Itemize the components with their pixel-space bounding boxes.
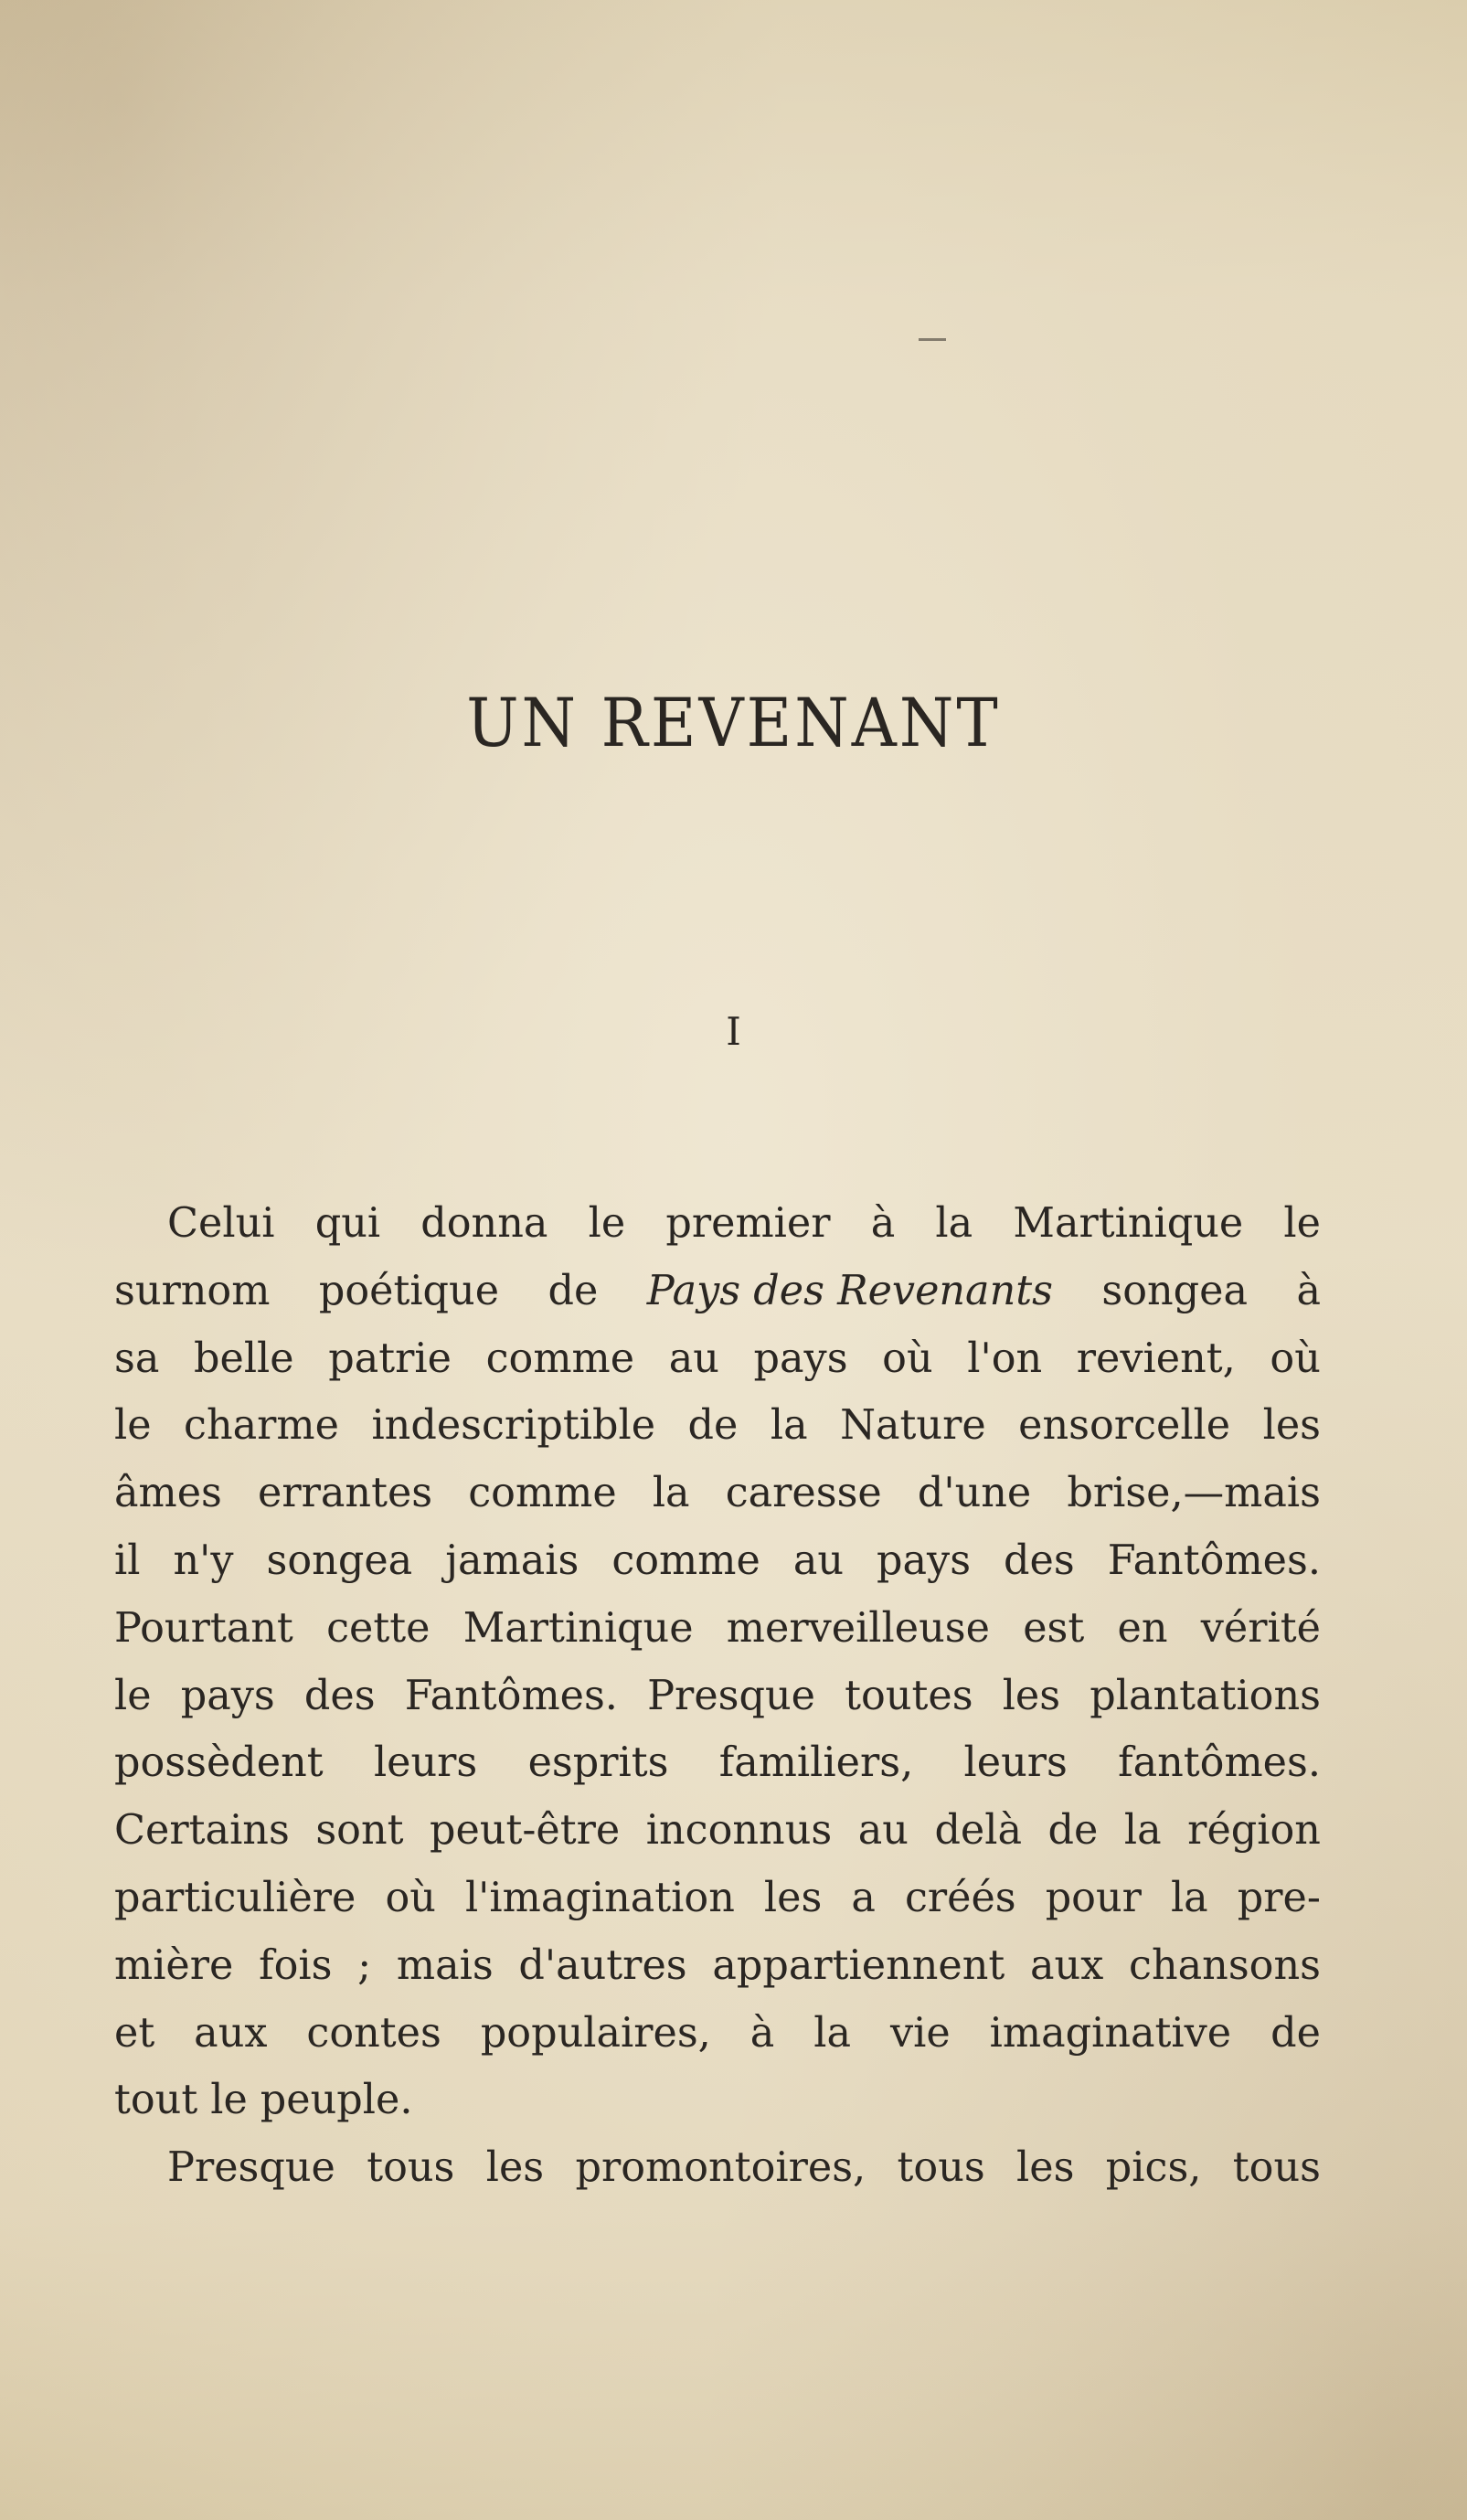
word: peuple. xyxy=(260,2077,413,2124)
word: peut-être xyxy=(430,1807,621,1855)
word: revient, xyxy=(1076,1334,1236,1382)
word: poétique xyxy=(318,1267,500,1314)
word: vérité xyxy=(1200,1604,1321,1652)
word: à xyxy=(749,2009,775,2057)
word: esprits xyxy=(527,1739,669,1787)
word: à xyxy=(1296,1267,1321,1314)
word: Presque xyxy=(167,2144,335,2192)
word: toutes xyxy=(845,1672,973,1719)
word: de xyxy=(547,1267,599,1314)
word: Nature xyxy=(840,1402,986,1450)
word: imaginative xyxy=(989,2009,1232,2057)
word: où xyxy=(1270,1334,1321,1382)
word: ensorcelle xyxy=(1018,1402,1231,1450)
word: plantations xyxy=(1090,1672,1321,1719)
word: pays xyxy=(180,1672,275,1719)
word: caresse xyxy=(725,1470,882,1517)
word: cette xyxy=(326,1604,431,1652)
word: créés xyxy=(904,1874,1016,1921)
word: Certains xyxy=(114,1807,290,1855)
word: Pays des Revenants xyxy=(646,1267,1053,1314)
word: les xyxy=(1016,2144,1075,2192)
text-line xyxy=(114,1527,1321,1595)
word: aux xyxy=(194,2009,268,2057)
word: contes xyxy=(306,2009,441,2057)
word: Martinique xyxy=(462,1604,694,1652)
word: jamais xyxy=(445,1536,579,1584)
word: Celui xyxy=(167,1200,275,1247)
word: n'y xyxy=(173,1536,234,1584)
word: la xyxy=(652,1470,690,1517)
word: région xyxy=(1187,1807,1321,1855)
word: pays xyxy=(753,1334,848,1382)
word: promontoires, xyxy=(575,2144,866,2192)
word: à xyxy=(870,1200,896,1247)
word: les xyxy=(1262,1402,1321,1450)
word: Pourtant xyxy=(114,1604,293,1652)
word: la xyxy=(1123,1807,1162,1855)
word: leurs xyxy=(373,1739,478,1787)
word: de xyxy=(1270,2009,1321,2057)
word: a xyxy=(851,1874,876,1921)
word: est xyxy=(1023,1604,1085,1652)
word: les xyxy=(1002,1672,1061,1719)
word: la xyxy=(813,2009,852,2057)
word: belle xyxy=(194,1334,294,1382)
text-line xyxy=(114,2067,1321,2134)
text-line xyxy=(114,1190,1321,1258)
word: le xyxy=(1283,1200,1321,1247)
word: au xyxy=(857,1807,909,1855)
text-line xyxy=(114,2000,1321,2068)
word: en xyxy=(1117,1604,1168,1652)
word: possèdent xyxy=(114,1739,324,1787)
word: où xyxy=(385,1874,436,1921)
word: vie xyxy=(889,2009,951,2057)
word: la xyxy=(1170,1874,1208,1921)
word: au xyxy=(668,1334,719,1382)
word: indescriptible xyxy=(371,1402,656,1450)
top-dash-mark xyxy=(919,338,946,341)
word: où xyxy=(882,1334,933,1382)
word: le xyxy=(114,1672,152,1719)
word: aux xyxy=(1030,1941,1104,1989)
word: de xyxy=(687,1402,739,1450)
word: charme xyxy=(184,1402,339,1450)
word: fantômes. xyxy=(1118,1739,1321,1787)
text-line xyxy=(114,1595,1321,1663)
word: familiers, xyxy=(718,1739,914,1787)
word: tous xyxy=(897,2144,985,2192)
word: le xyxy=(114,1402,152,1450)
body-text xyxy=(114,1190,1321,2202)
text-line xyxy=(114,1460,1321,1527)
word: fois xyxy=(259,1941,333,1989)
word: de xyxy=(1047,1807,1099,1855)
word: pays xyxy=(877,1536,972,1584)
word: comme xyxy=(611,1536,760,1584)
word: tous xyxy=(367,2144,455,2192)
word: songea xyxy=(1101,1267,1249,1314)
word: et xyxy=(114,2009,155,2057)
word: comme xyxy=(468,1470,617,1517)
word: qui xyxy=(314,1200,381,1247)
word: brise,—mais xyxy=(1067,1470,1321,1517)
word: comme xyxy=(485,1334,635,1382)
chapter-title: UN REVENANT xyxy=(466,684,1001,763)
word: sa xyxy=(114,1334,160,1382)
word: d'autres xyxy=(518,1941,687,1989)
word: Presque xyxy=(647,1672,815,1719)
word: le xyxy=(210,2077,248,2124)
word: tout xyxy=(114,2077,198,2124)
word: pour xyxy=(1045,1874,1142,1921)
word: inconnus xyxy=(645,1807,833,1855)
word: les xyxy=(763,1874,823,1921)
word: mais xyxy=(396,1941,494,1989)
word: il xyxy=(114,1536,141,1584)
word: donna xyxy=(420,1200,548,1247)
word: merveilleuse xyxy=(726,1604,990,1652)
word: âmes xyxy=(114,1470,222,1517)
word: les xyxy=(485,2144,545,2192)
text-line xyxy=(114,1325,1321,1393)
word: la xyxy=(770,1402,808,1450)
word: appartiennent xyxy=(712,1941,1005,1989)
word: Fantômes. xyxy=(1107,1536,1321,1584)
word: Martinique xyxy=(1013,1200,1244,1247)
word: ; xyxy=(357,1941,372,1989)
word: errantes xyxy=(258,1470,433,1517)
word: le xyxy=(588,1200,626,1247)
section-number: I xyxy=(726,1009,741,1054)
text-line xyxy=(114,1663,1321,1730)
word: des xyxy=(1004,1536,1075,1584)
word: d'une xyxy=(917,1470,1032,1517)
word: au xyxy=(792,1536,845,1584)
word: l'imagination xyxy=(464,1874,735,1921)
word: sont xyxy=(315,1807,404,1855)
text-line xyxy=(114,1932,1321,2000)
word: particulière xyxy=(114,1874,356,1921)
word: songea xyxy=(266,1536,413,1584)
word: leurs xyxy=(963,1739,1068,1787)
word: Fantômes. xyxy=(404,1672,618,1719)
text-line xyxy=(114,1729,1321,1797)
word: delà xyxy=(934,1807,1023,1855)
text-line xyxy=(114,1258,1321,1325)
text-line xyxy=(114,1797,1321,1865)
word: premier xyxy=(665,1200,831,1247)
word: chansons xyxy=(1129,1941,1321,1989)
word: tous xyxy=(1232,2144,1321,2192)
word: pics, xyxy=(1105,2144,1202,2192)
word: pre- xyxy=(1237,1874,1321,1921)
word: surnom xyxy=(114,1267,271,1314)
word: la xyxy=(935,1200,973,1247)
text-line xyxy=(114,2134,1321,2202)
word: des xyxy=(303,1672,376,1719)
word: l'on xyxy=(967,1334,1043,1382)
word: mière xyxy=(114,1941,234,1989)
word: patrie xyxy=(328,1334,452,1382)
text-line xyxy=(114,1865,1321,1932)
word: populaires, xyxy=(480,2009,711,2057)
text-line xyxy=(114,1392,1321,1460)
